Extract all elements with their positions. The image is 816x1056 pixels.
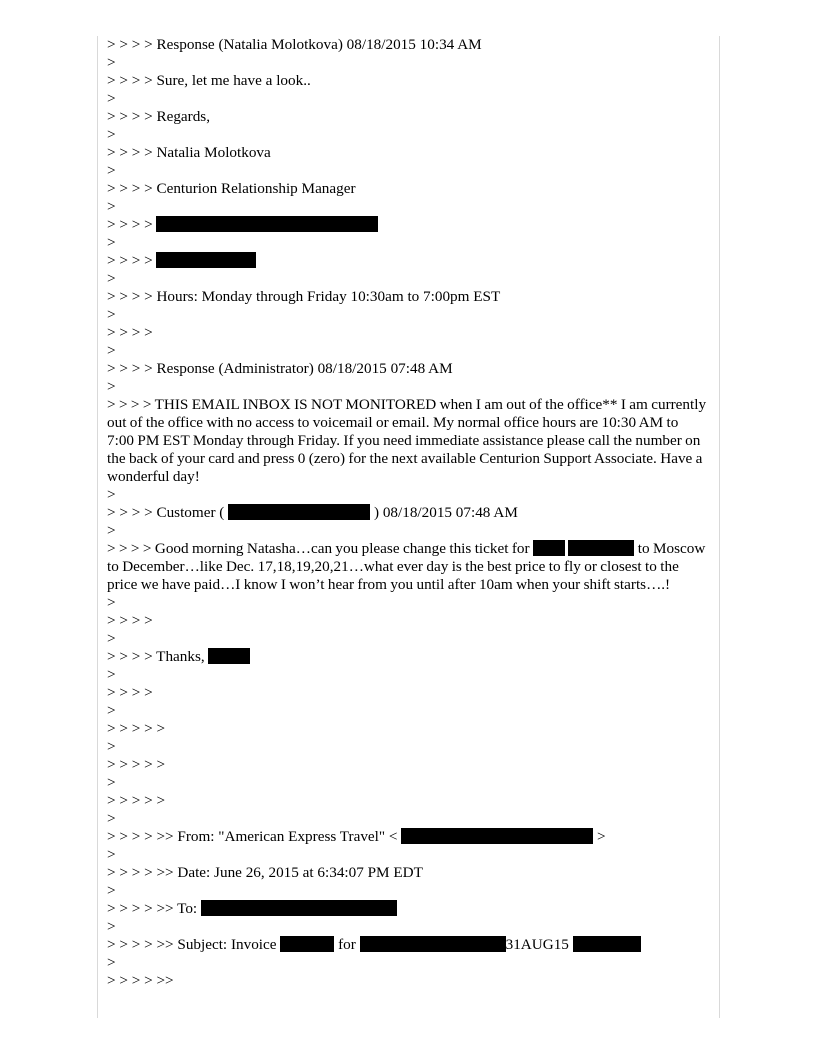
redaction-bar — [568, 540, 634, 556]
customer-header: > > > > Customer ( ) 08/18/2015 07:48 AM — [107, 504, 518, 521]
quote-marker: > — [107, 918, 116, 935]
sign-off: > > > > Regards, — [107, 108, 211, 125]
quote-marker: > — [107, 486, 116, 503]
forwarded-to-line: > > > > >> To: — [107, 900, 707, 918]
redaction-bar — [280, 936, 334, 952]
quote-marker: > — [107, 270, 116, 287]
redaction-bar — [208, 648, 250, 664]
auto-reply-paragraph: > > > > THIS EMAIL INBOX IS NOT MONITORED when I am out of the office** I am currently out of the office with no access to voicemail or email. My normal office hours are 10:30 AM to 7:00 PM EST Monday through Friday. If you need immediate assistance please call the number on the back of your card and press 0 (zero) for the next available Centurion Support Associate. Have a wonderful day! — [107, 396, 707, 485]
quote-marker: > — [107, 666, 116, 683]
redaction-bar — [533, 540, 565, 556]
quote-marker: > — [107, 594, 116, 611]
redaction-bar — [228, 504, 370, 520]
response-header-administrator: > > > > Response (Administrator) 08/18/2015 07:48 AM — [107, 360, 453, 377]
email-thread — [107, 36, 707, 990]
quote-marker: > — [107, 702, 116, 719]
signature-redacted-line: > > > > — [107, 216, 707, 234]
response-header-natalia: > > > > Response (Natalia Molotkova) 08/18/2015 10:34 AM — [107, 36, 482, 53]
quote-marker: > — [107, 198, 116, 215]
quote-marker: > > > > > — [107, 720, 166, 737]
forwarded-date-line: > > > > >> Date: June 26, 2015 at 6:34:07 PM EDT — [107, 864, 423, 881]
quote-marker: > — [107, 342, 116, 359]
quote-marker: > — [107, 774, 116, 791]
quote-marker: > > > > — [107, 324, 153, 341]
quote-marker: > > > > — [107, 684, 153, 701]
quote-marker: > — [107, 738, 116, 755]
signature-hours: > > > > Hours: Monday through Friday 10:30am to 7:00pm EST — [107, 288, 501, 305]
quote-marker: > — [107, 162, 116, 179]
quote-marker: > — [107, 954, 116, 971]
reply-text: > > > > Sure, let me have a look.. — [107, 72, 311, 89]
quote-marker: > — [107, 810, 116, 827]
quote-marker: > — [107, 126, 116, 143]
signature-title: > > > > Centurion Relationship Manager — [107, 180, 356, 197]
quote-marker: > — [107, 306, 116, 323]
quote-marker: > — [107, 882, 116, 899]
forwarded-subject-line: > > > > >> Subject: Invoice for 31AUG15 — [107, 936, 707, 954]
redaction-bar — [156, 216, 378, 232]
redaction-bar — [573, 936, 641, 952]
left-margin-rule — [97, 36, 98, 1018]
quote-marker: > — [107, 630, 116, 647]
redaction-bar — [201, 900, 397, 916]
signature-name: > > > > Natalia Molotkova — [107, 144, 271, 161]
redaction-bar — [156, 252, 256, 268]
customer-sign-off: > > > > Thanks, — [107, 648, 707, 666]
quote-marker: > > > > > — [107, 792, 166, 809]
signature-redacted-line: > > > > — [107, 252, 707, 270]
redaction-bar — [360, 936, 506, 952]
quote-marker: > — [107, 378, 116, 395]
quote-marker: > — [107, 90, 116, 107]
forwarded-from-line: > > > > >> From: "American Express Travel" < > — [107, 828, 606, 845]
right-margin-rule — [719, 36, 720, 1018]
quote-marker: > > > > >> — [107, 972, 174, 989]
quote-marker: > > > > > — [107, 756, 166, 773]
quote-marker: > — [107, 522, 116, 539]
quote-marker: > — [107, 54, 116, 71]
quote-marker: > > > > — [107, 612, 153, 629]
quote-marker: > — [107, 234, 116, 251]
customer-message-paragraph: > > > > Good morning Natasha…can you please change this ticket for to Moscow to December…like Dec. 17,18,19,20,21…what ever day is the best price to fly or closest to the price we have paid…I know I won’t hear from you until after 10am when your shift starts….! — [107, 540, 706, 593]
quote-marker: > — [107, 846, 116, 863]
redaction-bar — [401, 828, 593, 844]
